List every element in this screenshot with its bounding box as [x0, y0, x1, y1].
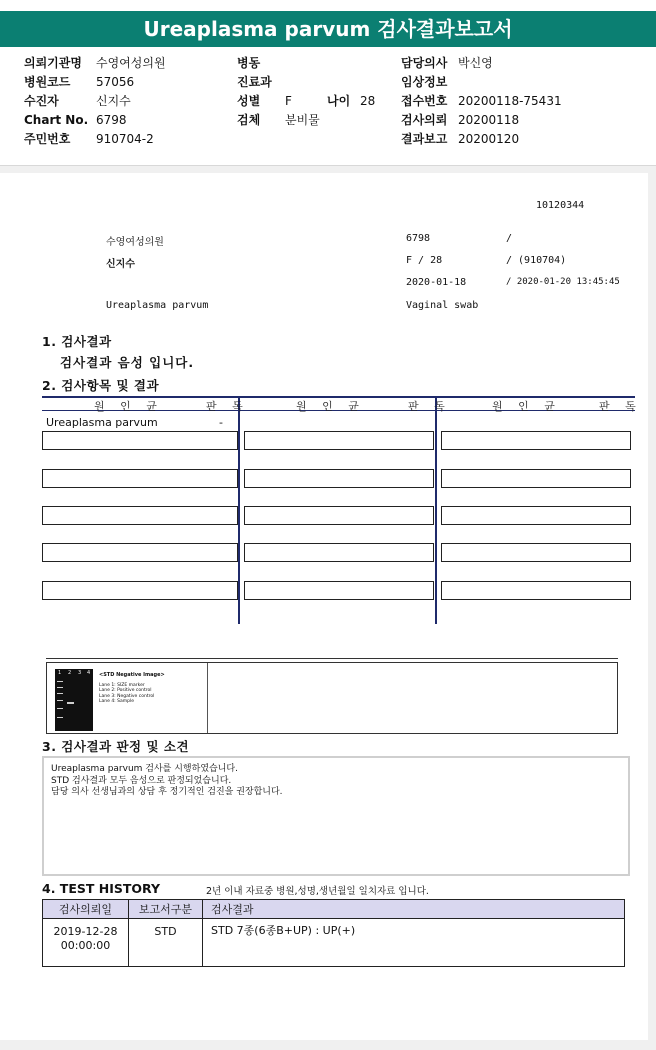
label-hospital-code: 병원코드	[24, 75, 71, 89]
value-requesting-clinic: 수영여성의원	[96, 56, 166, 70]
report-slash: /	[506, 233, 513, 244]
label-receipt-number: 접수번호	[401, 94, 448, 108]
gel-lane-number: 1	[58, 670, 62, 676]
result-organism-name: Ureaplasma parvum	[46, 416, 158, 429]
gel-legend-line: Lane 4: Sample	[99, 699, 134, 704]
col-header-organism-3: 원 인 균	[492, 400, 561, 413]
value-age: 28	[360, 94, 376, 108]
label-age: 나이	[327, 94, 351, 108]
history-note: 2년 이내 자료중 병원,성명,생년월일 일치자료 입니다.	[206, 886, 429, 897]
result-cell	[441, 543, 631, 562]
gel-legend-line: Lane 3: Negative control	[99, 693, 155, 699]
col-header-organism-1: 원 인 균	[94, 400, 163, 413]
col-header-organism-2: 원 인 균	[296, 400, 365, 413]
label-request-date: 검사의뢰	[401, 113, 448, 127]
report-birth: / (910704)	[506, 255, 567, 266]
result-cell	[42, 469, 238, 488]
value-sex: F	[285, 94, 292, 108]
result-cell	[42, 543, 238, 562]
gel-legend-line: Lane 1: SIZE marker	[99, 682, 145, 688]
result-cell	[244, 543, 434, 562]
result-cell	[244, 581, 434, 600]
report-sex-age: F / 28	[406, 255, 443, 266]
label-sex: 성별	[237, 94, 261, 108]
col-header-judge-2: 판 독	[408, 400, 451, 413]
value-resident-number: 910704-2	[96, 132, 154, 146]
label-clinical-info: 임상정보	[401, 75, 448, 89]
value-patient: 신지수	[96, 94, 131, 108]
result-cell	[441, 581, 631, 600]
header-col1	[24, 54, 166, 149]
value-receipt-number: 20200118-75431	[458, 94, 562, 108]
table-divider-2	[435, 396, 437, 624]
section3-heading: 3. 검사결과 판정 및 소견	[42, 739, 190, 754]
results-table	[42, 396, 642, 624]
table-row	[43, 919, 625, 967]
finding-line: Ureaplasma parvum 검사를 시행하였습니다.	[51, 764, 238, 774]
col-header-judge-3: 판 독	[599, 400, 642, 413]
value-hospital-code: 57056	[96, 75, 135, 89]
gel-image-panel	[46, 662, 618, 734]
report-id-number: 10120344	[536, 200, 585, 211]
history-date: 2019-12-28	[53, 925, 118, 938]
gel-lane-number: 3	[78, 670, 82, 676]
label-doctor: 담당의사	[401, 56, 448, 70]
gel-band	[57, 693, 63, 694]
findings-box	[42, 756, 630, 876]
value-request-date: 20200118	[458, 113, 520, 127]
result-judgement: -	[219, 416, 223, 429]
gel-legend	[99, 673, 165, 705]
value-chart-no: 6798	[96, 113, 127, 127]
label-department: 진료과	[237, 75, 272, 89]
report-clinic: 수영여성의원	[106, 237, 164, 248]
report-title: Ureaplasma parvum 검사결과보고서	[0, 11, 656, 47]
value-specimen: 분비물	[285, 113, 320, 127]
finding-line: STD 검사결과 모두 음성으로 판정되었습니다.	[51, 775, 232, 786]
label-chart-no: Chart No.	[24, 113, 89, 127]
history-col-result: 검사결과	[203, 900, 625, 919]
header-divider	[0, 165, 656, 173]
gel-top-line	[46, 658, 618, 659]
report-date-reported: / 2020-01-20 13:45:45	[506, 277, 620, 287]
col-header-judge-1: 판 독	[206, 400, 249, 413]
result-cell	[441, 431, 631, 450]
gel-band	[57, 687, 63, 688]
header-col3	[401, 54, 562, 149]
result-cell	[42, 581, 238, 600]
gel-band	[57, 708, 63, 709]
label-resident-number: 주민번호	[24, 132, 71, 146]
report-date-received: 2020-01-18	[406, 277, 467, 288]
report-patient: 신지수	[106, 259, 135, 270]
header-col2	[237, 54, 375, 130]
result-cell	[42, 506, 238, 525]
gel-band	[67, 702, 74, 704]
section1-result-text: 검사결과 음성 입니다.	[60, 355, 195, 370]
result-cell	[441, 506, 631, 525]
history-col-report-type: 보고서구분	[129, 900, 203, 919]
gel-electrophoresis-image	[55, 669, 93, 731]
gel-band	[57, 717, 63, 718]
label-requesting-clinic: 의뢰기관명	[24, 56, 82, 70]
gel-lane-number: 2	[68, 670, 72, 676]
result-cell	[441, 469, 631, 488]
value-report-date: 20200120	[458, 132, 520, 146]
section2-heading: 2. 검사항목 및 결과	[42, 378, 160, 393]
gel-legend-title: <STD Negative Image>	[99, 672, 165, 678]
history-time: 00:00:00	[60, 939, 111, 952]
label-ward: 병동	[237, 56, 261, 70]
gel-panel-divider	[207, 663, 208, 733]
page-bottom-margin	[0, 1040, 656, 1050]
label-patient: 수진자	[24, 94, 59, 108]
history-col-request-date: 검사의뢰일	[43, 900, 129, 919]
finding-line: 담당 의사 선생님과의 상담 후 정기적인 검진을 권장합니다.	[51, 787, 283, 797]
section1-heading: 1. 검사결과	[42, 334, 112, 349]
report-specimen: Vaginal swab	[406, 300, 479, 311]
gel-band	[57, 700, 63, 701]
result-cell	[244, 506, 434, 525]
gel-legend-line: Lane 2: Positive control	[99, 688, 152, 693]
history-type: STD	[129, 919, 203, 967]
history-table	[42, 899, 625, 967]
report-test-name: Ureaplasma parvum	[106, 300, 209, 311]
page-right-margin	[648, 173, 656, 1050]
value-doctor: 박신영	[458, 56, 493, 70]
gel-lane-number: 4	[87, 670, 91, 676]
table-divider-1	[238, 396, 240, 624]
label-specimen: 검체	[237, 113, 261, 127]
report-chart: 6798	[406, 233, 431, 244]
label-report-date: 결과보고	[401, 132, 448, 146]
gel-band	[57, 681, 63, 682]
result-cell	[42, 431, 238, 450]
result-cell	[244, 431, 434, 450]
section4-heading: 4. TEST HISTORY	[42, 881, 161, 896]
history-result: STD 7종(6종B+UP) : UP(+)	[203, 919, 625, 967]
result-cell	[244, 469, 434, 488]
history-date-cell	[43, 919, 129, 967]
